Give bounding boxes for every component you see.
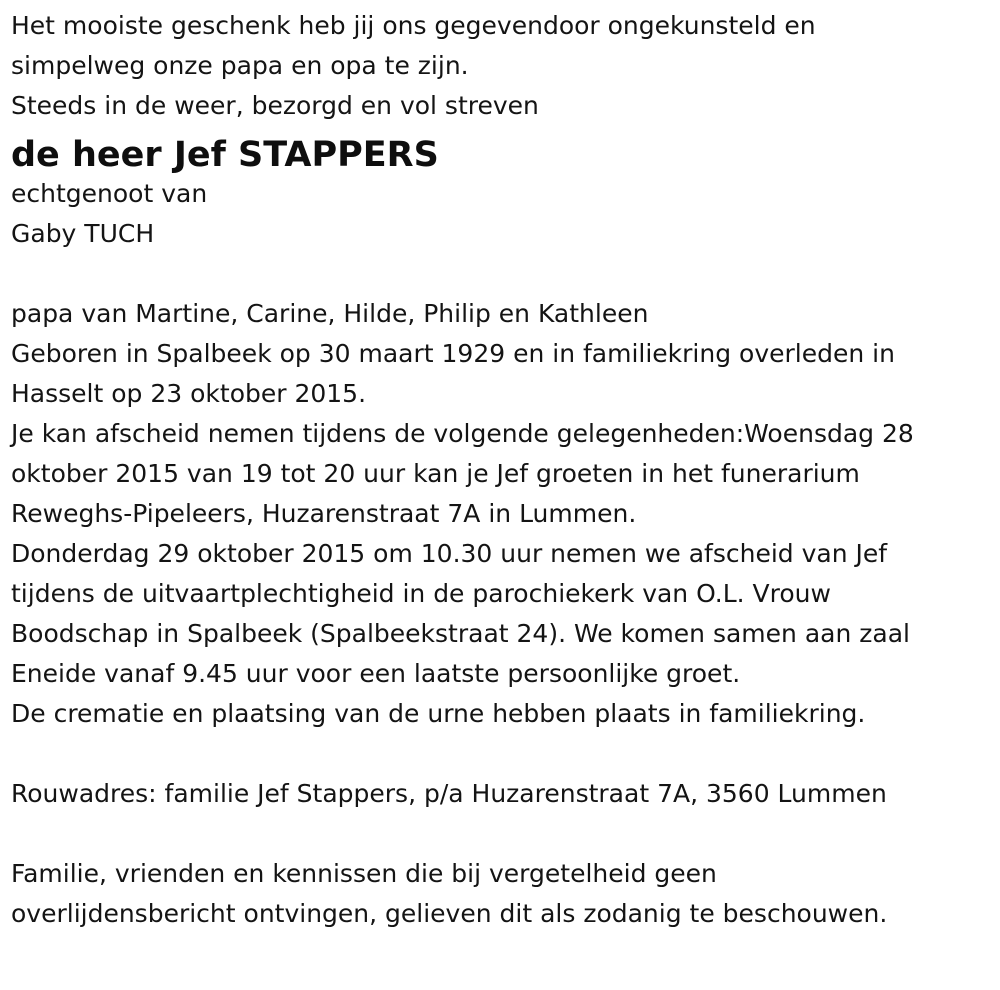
closing-line-1: Familie, vrienden en kennissen die bij vergetelheid geen — [11, 859, 717, 888]
details-line-10: De crematie en plaatsing van de urne hebben plaats in familiekring. — [11, 699, 866, 728]
details-block — [11, 334, 1000, 734]
details-line-8: Boodschap in Spalbeek (Spalbeekstraat 24). We komen samen aan zaal — [11, 619, 910, 648]
details-line-5: Reweghs-Pipeleers, Huzarenstraat 7A in Lummen. — [11, 499, 637, 528]
details-line-1: Geboren in Spalbeek op 30 maart 1929 en in familiekring overleden in — [11, 339, 895, 368]
intro-line-3: Steeds in de weer, bezorgd en vol streven — [11, 91, 539, 120]
children-line: papa van Martine, Carine, Hilde, Philip en Kathleen — [11, 299, 649, 328]
details-line-7: tijdens de uitvaartplechtigheid in de parochiekerk van O.L. Vrouw — [11, 579, 831, 608]
spacer — [11, 254, 1000, 294]
intro-poem — [11, 6, 1000, 126]
closing-block — [11, 854, 1000, 934]
deceased-name: de heer Jef STAPPERS — [11, 135, 439, 175]
details-line-2: Hasselt op 23 oktober 2015. — [11, 379, 367, 408]
details-line-4: oktober 2015 van 19 tot 20 uur kan je Jef groeten in het funerarium — [11, 459, 860, 488]
intro-line-1: Het mooiste geschenk heb jij ons gegevendoor ongekunsteld en — [11, 11, 816, 40]
details-line-3: Je kan afscheid nemen tijdens de volgende gelegenheden:Woensdag 28 — [11, 419, 914, 448]
spacer — [11, 734, 1000, 774]
intro-line-2: simpelweg onze papa en opa te zijn. — [11, 51, 469, 80]
spacer — [11, 814, 1000, 854]
spouse-name: Gaby TUCH — [11, 219, 155, 248]
mourning-address: Rouwadres: familie Jef Stappers, p/a Huzarenstraat 7A, 3560 Lummen — [11, 779, 887, 808]
details-line-9: Eneide vanaf 9.45 uur voor een laatste persoonlijke groet. — [11, 659, 741, 688]
spouse-label: echtgenoot van — [11, 179, 208, 208]
closing-line-2: overlijdensbericht ontvingen, gelieven dit als zodanig te beschouwen. — [11, 899, 888, 928]
family-block — [11, 174, 1000, 334]
details-line-6: Donderdag 29 oktober 2015 om 10.30 uur nemen we afscheid van Jef — [11, 539, 888, 568]
address-block — [11, 774, 1000, 814]
